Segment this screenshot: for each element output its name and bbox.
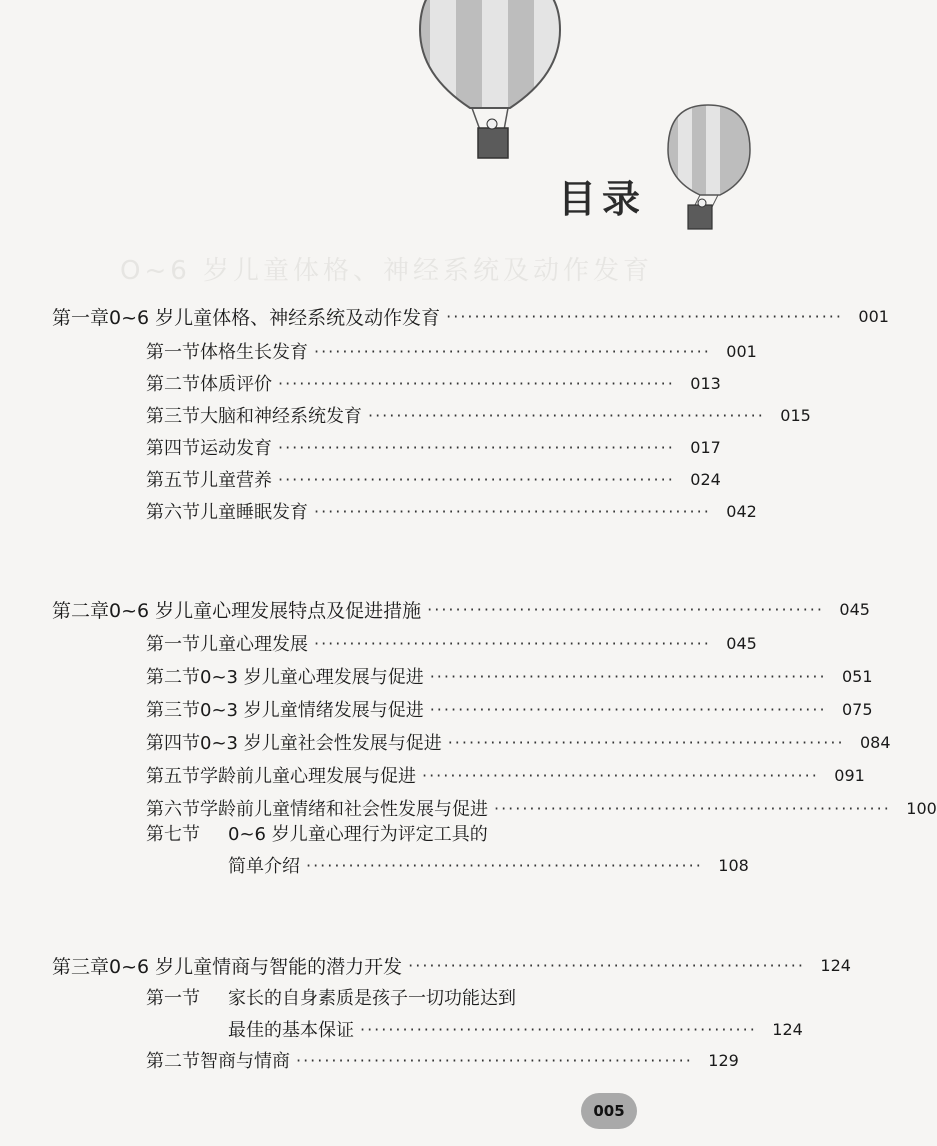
page-ref: 129 [708,1050,739,1070]
dot-leader: ························································ [314,633,711,653]
section-title: 0~3 岁儿童情绪发展与促进 [200,700,424,721]
section-label: 第六节 [146,502,200,523]
section-title: 学龄前儿童情绪和社会性发展与促进 [200,799,488,820]
toc-chapter-3[interactable] [52,950,851,980]
chapter-label: 第一章 [52,306,110,329]
section-label: 第二节 [146,374,200,395]
chapter-title: 0~6 岁儿童情商与智能的潜力开发 [109,955,403,978]
toc-chapter-2[interactable] [52,594,870,624]
section-title: 0~3 岁儿童社会性发展与促进 [200,733,442,754]
section-label: 第七节 [146,824,200,845]
toc-section[interactable] [146,1045,739,1075]
toc-section-continuation[interactable] [228,850,749,880]
section-title: 儿童心理发展 [200,634,308,655]
section-label: 第一节 [146,634,200,655]
page-ref: 042 [726,501,757,521]
toc-chapter-1[interactable] [52,301,889,331]
section-title: 儿童营养 [200,470,272,491]
dot-leader: ························································ [446,306,843,326]
section-title: 0~3 岁儿童心理发展与促进 [200,667,424,688]
dot-leader: ························································ [360,1019,757,1039]
dot-leader: ························································ [494,798,891,818]
section-title: 运动发育 [200,438,272,459]
page-ref: 024 [690,469,721,489]
section-label: 第四节 [146,438,200,459]
toc-section[interactable] [146,694,873,724]
dot-leader: ························································ [422,765,819,785]
section-title: 体质评价 [200,374,272,395]
page-ref: 124 [820,955,851,975]
page-ref: 091 [834,765,865,785]
section-title: 儿童睡眠发育 [200,502,308,523]
page-ref: 017 [690,437,721,457]
page-ref: 051 [841,666,873,686]
section-label: 第五节 [146,766,200,787]
page-title: 目录 [558,177,647,221]
section-label: 第二节 [146,667,200,688]
section-label: 第一节 [146,988,200,1009]
section-label: 第二节 [146,1051,200,1072]
section-label: 第三节 [146,700,200,721]
toc-section[interactable] [146,496,757,526]
hot-air-balloon-icon [400,0,575,170]
page-ref: 100 [906,798,937,818]
toc-section[interactable] [146,760,865,790]
page-number-badge: 005 [581,1093,637,1129]
dot-leader: ························································ [427,599,824,619]
section-title: 0~6 岁儿童心理行为评定工具的 [228,824,488,845]
dot-leader: ························································ [429,699,827,719]
section-label: 第五节 [146,470,200,491]
page-ref: 001 [726,341,757,361]
section-title-continued: 最佳的基本保证 [228,1020,354,1041]
section-label: 第三节 [146,406,200,427]
toc-section[interactable] [146,464,721,494]
page-ref: 001 [858,306,889,326]
page-ref: 015 [780,405,811,425]
section-title-continued: 简单介绍 [228,856,300,877]
toc-section[interactable] [146,982,634,1012]
section-label: 第四节 [146,733,200,754]
page-ref: 075 [841,699,873,719]
toc-section[interactable] [146,727,891,757]
page-ref: 124 [772,1019,803,1039]
dot-leader: ························································ [447,732,845,752]
dot-leader: ························································ [296,1050,693,1070]
toc-section[interactable] [146,368,721,398]
dot-leader: ························································ [306,855,703,875]
section-title: 体格生长发育 [200,342,308,363]
dot-leader: ························································ [278,373,675,393]
toc-section[interactable] [146,661,873,691]
page-ref: 045 [839,599,870,619]
chapter-label: 第三章 [52,955,110,978]
toc-section[interactable] [146,336,757,366]
toc-section-continuation[interactable] [228,1014,803,1044]
page-ref: 045 [726,633,757,653]
section-label: 第一节 [146,342,200,363]
section-label: 第六节 [146,799,200,820]
page-ref: 084 [859,732,891,752]
chapter-title: 0~6 岁儿童心理发展特点及促进措施 [109,599,422,622]
toc-section[interactable] [146,818,634,848]
page-ref: 013 [690,373,721,393]
section-title: 学龄前儿童心理发展与促进 [200,766,416,787]
dot-leader: ························································ [314,501,711,521]
dot-leader: ························································ [408,955,805,975]
dot-leader: ························································ [314,341,711,361]
toc-section[interactable] [146,432,721,462]
bleed-through-text: O~6 岁儿童体格、神经系统及动作发育 [120,256,654,286]
toc-section[interactable] [146,400,811,430]
chapter-title: 0~6 岁儿童体格、神经系统及动作发育 [109,306,441,329]
page-ref: 108 [718,855,749,875]
dot-leader: ························································ [278,437,675,457]
dot-leader: ························································ [429,666,827,686]
section-title: 智商与情商 [200,1051,290,1072]
small-hot-air-balloon-icon [660,95,740,245]
dot-leader: ························································ [368,405,765,425]
section-title: 大脑和神经系统发育 [200,406,362,427]
section-title: 家长的自身素质是孩子一切功能达到 [228,988,516,1009]
dot-leader: ························································ [278,469,675,489]
chapter-label: 第二章 [52,599,110,622]
toc-section[interactable] [146,628,757,658]
